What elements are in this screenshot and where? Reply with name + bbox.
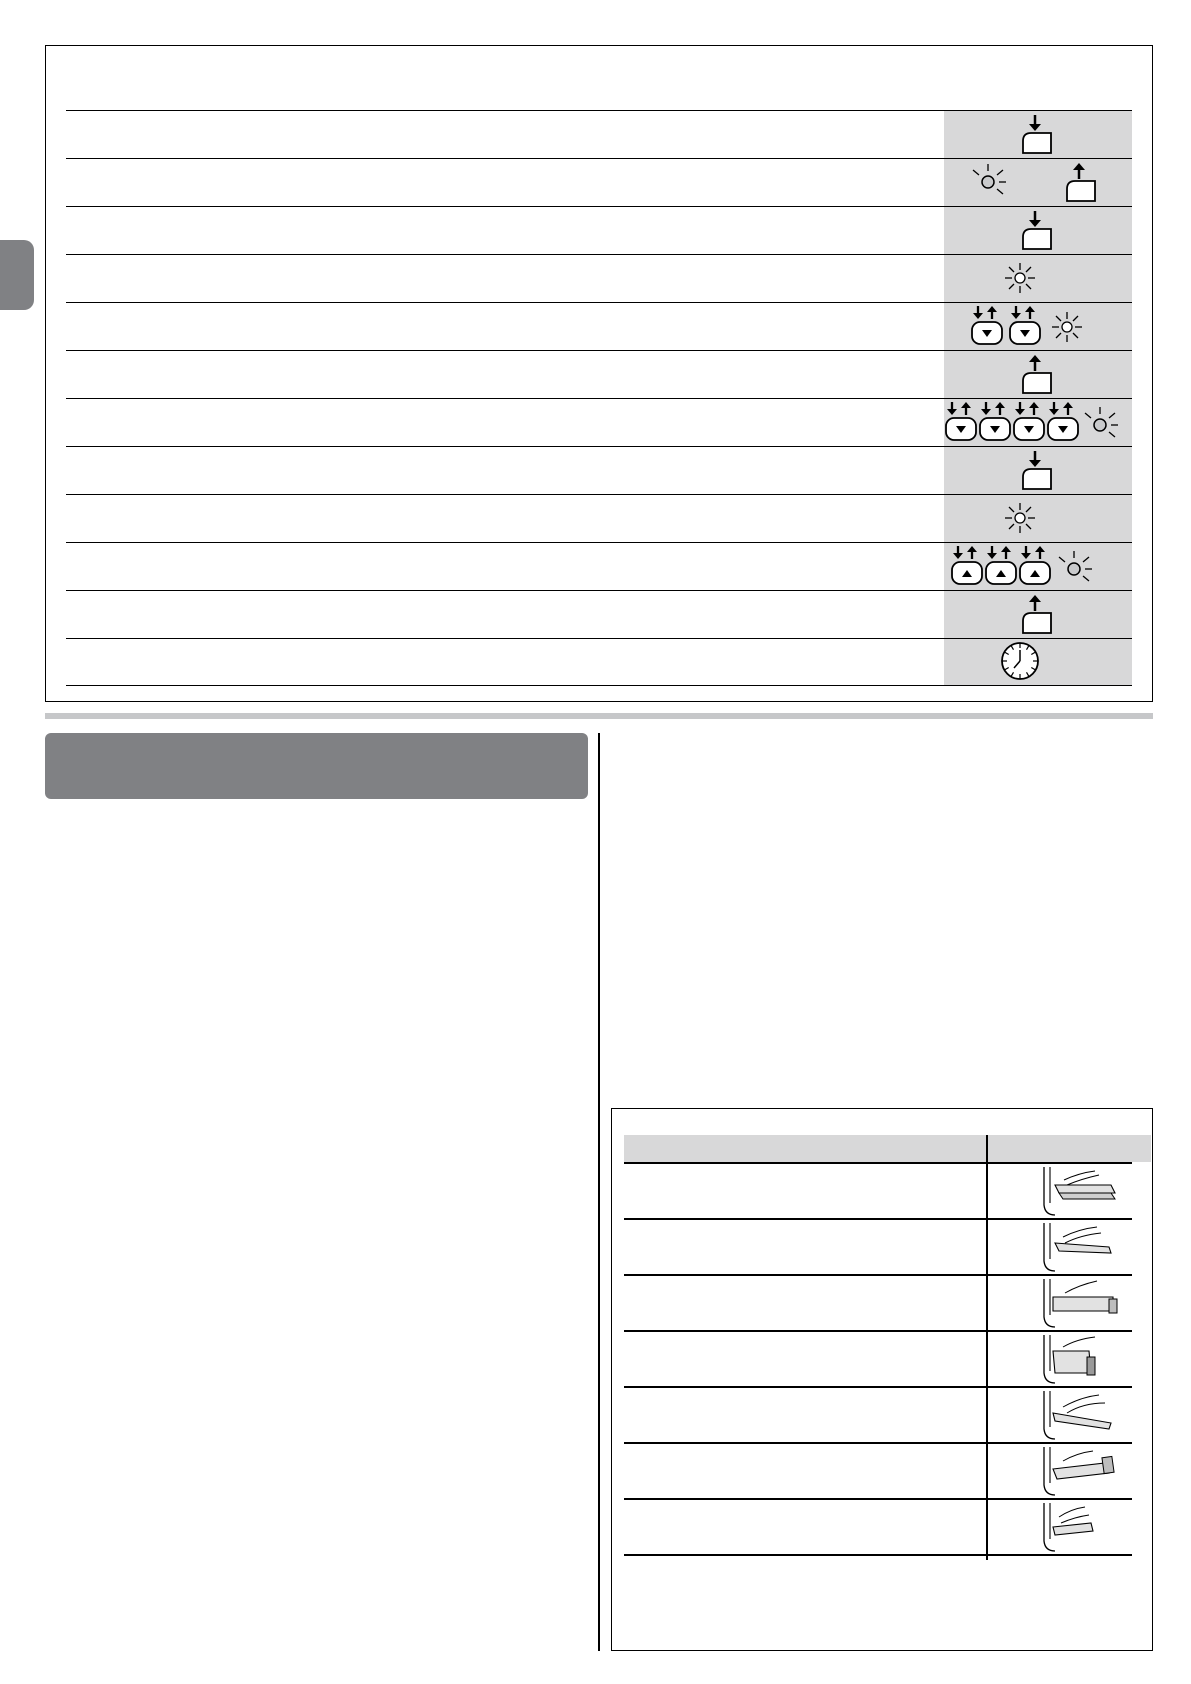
table-row xyxy=(66,350,1132,398)
handle-position-1-icon xyxy=(1019,1165,1129,1217)
table-header xyxy=(624,1135,1151,1162)
led-on-icon xyxy=(1005,263,1035,293)
table-row xyxy=(66,590,1132,638)
led-off-icon xyxy=(1085,407,1118,437)
table-row xyxy=(624,1275,1151,1330)
section-banner xyxy=(45,733,588,799)
step-symbols xyxy=(944,399,1132,446)
table-row xyxy=(624,1331,1151,1386)
handle-position-3-icon xyxy=(1019,1277,1129,1329)
table-row xyxy=(66,110,1132,158)
steps-table xyxy=(66,110,1132,684)
table-row xyxy=(66,302,1132,350)
handle-position-7-icon xyxy=(1019,1501,1129,1553)
table-row xyxy=(624,1163,1151,1218)
press-release-up-button-icon xyxy=(952,546,982,584)
press-release-down-button-icon xyxy=(1010,306,1040,344)
table-row xyxy=(66,494,1132,542)
press-release-down-button-icon xyxy=(972,306,1002,344)
step-symbols xyxy=(944,495,1132,542)
led-on-icon xyxy=(1005,503,1035,533)
button-press-icon xyxy=(1023,451,1051,489)
step-symbols xyxy=(944,543,1132,590)
step-symbols xyxy=(944,303,1132,350)
table-row xyxy=(624,1499,1151,1554)
step-symbols xyxy=(944,591,1132,638)
press-release-down-button-icon xyxy=(980,402,1010,440)
step-symbols xyxy=(944,207,1132,254)
handle-position-6-icon xyxy=(1019,1445,1129,1497)
table-row xyxy=(66,158,1132,206)
table-row xyxy=(66,446,1132,494)
step-symbols xyxy=(944,255,1132,302)
table-row xyxy=(66,206,1132,254)
step-symbols xyxy=(944,447,1132,494)
section-divider xyxy=(45,713,1153,719)
table-row xyxy=(66,398,1132,446)
led-off-icon xyxy=(973,164,1006,194)
table-row xyxy=(66,542,1132,590)
handle-position-4-icon xyxy=(1019,1333,1129,1385)
table-row xyxy=(624,1219,1151,1274)
button-release-icon xyxy=(1023,355,1051,393)
step-symbols xyxy=(944,159,1132,206)
led-on-icon xyxy=(1052,312,1082,342)
clock-wait-icon xyxy=(1002,643,1038,679)
step-symbols xyxy=(944,111,1132,158)
handle-position-2-icon xyxy=(1019,1221,1129,1273)
press-release-down-button-icon xyxy=(1014,402,1044,440)
table-row xyxy=(66,254,1132,302)
button-release-icon xyxy=(1023,595,1051,633)
button-press-icon xyxy=(1023,115,1051,153)
led-off-icon xyxy=(1059,551,1092,581)
press-release-down-button-icon xyxy=(1048,402,1078,440)
table-rule xyxy=(624,1554,1132,1556)
handle-position-5-icon xyxy=(1019,1389,1129,1441)
table-row xyxy=(624,1387,1151,1442)
button-press-icon xyxy=(1023,211,1051,249)
press-release-up-button-icon xyxy=(1020,546,1050,584)
side-tab xyxy=(0,240,34,310)
step-symbols xyxy=(944,639,1132,685)
table-row xyxy=(66,638,1132,686)
step-symbols xyxy=(944,351,1132,398)
button-release-icon xyxy=(1067,163,1095,201)
press-release-down-button-icon xyxy=(946,402,976,440)
table-row xyxy=(624,1443,1151,1498)
column-rule xyxy=(598,733,600,1651)
press-release-up-button-icon xyxy=(986,546,1016,584)
